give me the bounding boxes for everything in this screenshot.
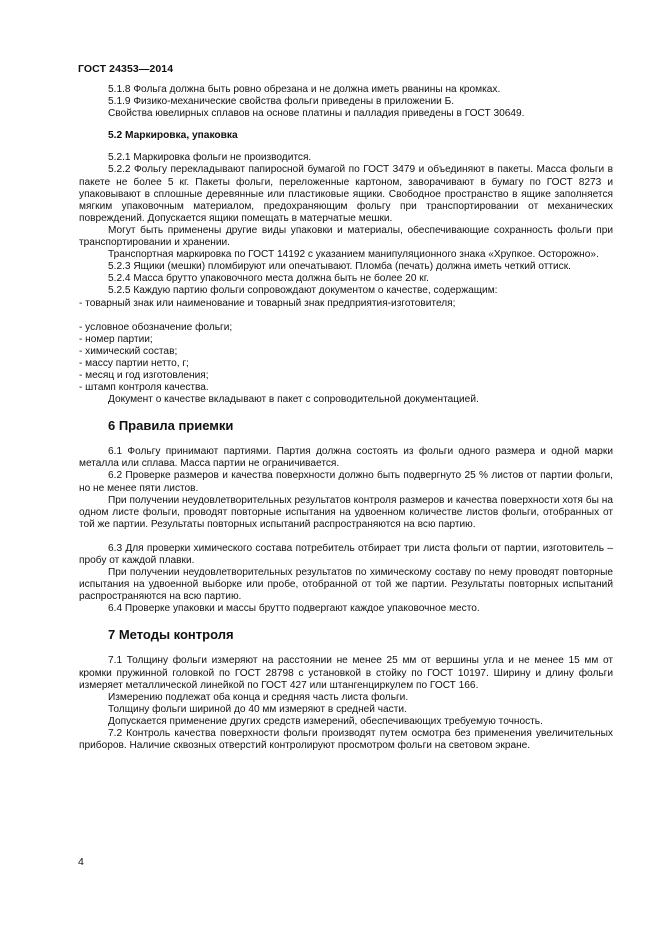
clause-5-2-1: 5.2.1 Маркировка фольги не производится. xyxy=(108,152,312,164)
clause-7-2: 7.2 Контроль качества поверхности фольги производят путем осмотра без применения увеличительных приборов. Наличие сквозных отверстий контролируют просмотром фольги на световом экране. xyxy=(79,728,613,752)
document-body xyxy=(79,84,613,752)
clause-6-1: 6.1 Фольгу принимают партиями. Партия должна состоять из фольги одного размера и одной марки металла или сплава. Масса партии не ограничивается. xyxy=(79,446,613,470)
list-item: - месяц и год изготовления; xyxy=(79,369,209,381)
paragraph-repeat-tests-chemistry: При получении неудовлетворительных результатов по химическому составу по нему проводят повторные испытания на удвоенной выборке или пробе, отобранной от той же партии. Результаты повторных испытаний распространяются на всю партию. xyxy=(79,567,613,603)
list-item: - номер партии; xyxy=(79,333,153,345)
page-number: 4 xyxy=(78,856,84,868)
clause-5-2-2: 5.2.2 Фольгу перекладывают папиросной бумагой по ГОСТ 3479 и объединяют в пакеты. Масса фольги в пакете не более 5 кг. Пакеты фольги, переложенные картоном, заворачивают в бумагу по ГОСТ 8273 и упаковывают в сплошные деревянные или пластиковые ящики. Свободное пространство в ящике заполняется мягким упаковочным материалом, предохраняющим фольгу при транспортировании от механических повреждений. Допускается ящики помещать в матерчатые мешки. xyxy=(79,164,613,224)
section-heading-6: 6 Правила приемки xyxy=(108,418,234,434)
paragraph-transport-marking: Транспортная маркировка по ГОСТ 14192 с указанием манипуляционного знака «Хрупкое. Осторожно». xyxy=(108,249,599,261)
clause-5-2-5: 5.2.5 Каждую партию фольги сопровождают документом о качестве, содержащим: xyxy=(108,285,498,297)
list-item: - условное обозначение фольги; xyxy=(79,321,233,333)
paragraph-narrow-foil: Толщину фольги шириной до 40 мм измеряют в средней части. xyxy=(108,703,407,715)
list-item: - массу партии нетто, г; xyxy=(79,357,189,369)
clause-jewelry-alloys: Свойства ювелирных сплавов на основе платины и палладия приведены в ГОСТ 30649. xyxy=(108,108,525,120)
clause-7-1: 7.1 Толщину фольги измеряют на расстоянии не менее 25 мм от вершины угла и не менее 15 мм от кромки пружинной головкой по ГОСТ 28798 с установкой в стойку по ГОСТ 10197. Ширину и длину фольги измеряет металлической линейкой по ГОСТ 427 или штангенциркулем по ГОСТ 166. xyxy=(79,655,613,691)
list-item-trademark: - товарный знак или наименование и товарный знак предприятия-изготовителя; xyxy=(79,297,456,309)
clause-5-1-8: 5.1.8 Фольга должна быть ровно обрезана и не должна иметь рванины на кромках. xyxy=(108,84,501,95)
paragraph-other-packaging: Могут быть применены другие виды упаковки и материалы, обеспечивающие сохранность фольги при транспортировании и хранении. xyxy=(79,224,613,249)
paragraph-quality-document: Документ о качестве вкладывают в пакет с сопроводительной документацией. xyxy=(108,394,479,406)
list-item: - химический состав; xyxy=(79,345,178,357)
clause-6-2: 6.2 Проверке размеров и качества поверхности должно быть подвергнуто 25 % листов от партии фольги, но не менее пяти листов. xyxy=(79,470,613,494)
subsection-heading-5-2: 5.2 Маркировка, упаковка xyxy=(108,130,238,142)
clause-5-2-4: 5.2.4 Масса брутто упаковочного места должна быть не более 20 кг. xyxy=(108,273,429,285)
section-heading-7: 7 Методы контроля xyxy=(108,627,234,643)
paragraph-other-instruments: Допускается применение других средств измерений, обеспечивающих требуемую точность. xyxy=(108,715,543,727)
clause-5-2-3: 5.2.3 Ящики (мешки) пломбируют или опечатывают. Пломба (печать) должна иметь четкий оттиск. xyxy=(108,261,571,273)
list-item: - штамп контроля качества. xyxy=(79,382,209,394)
clause-6-3: 6.3 Для проверки химического состава потребитель отбирает три листа фольги от партии, изготовитель – пробу от каждой плавки. xyxy=(79,542,613,566)
clause-5-1-9: 5.1.9 Физико-механические свойства фольги приведены в приложении Б. xyxy=(108,96,455,108)
clause-6-4: 6.4 Проверке упаковки и массы брутто подвергают каждое упаковочное место. xyxy=(108,603,480,615)
paragraph-repeat-tests-size: При получении неудовлетворительных результатов контроля размеров и качества поверхности хотя бы на одном листе фольги, проводят повторные испытания на удвоенном количестве листов фольги, отобранных от той же партии. Результаты повторных испытаний распространяются на всю партию. xyxy=(79,494,613,530)
paragraph-measure-ends: Измерению подлежат оба конца и средняя часть листа фольги. xyxy=(108,691,409,703)
document-header: ГОСТ 24353—2014 xyxy=(78,63,174,75)
